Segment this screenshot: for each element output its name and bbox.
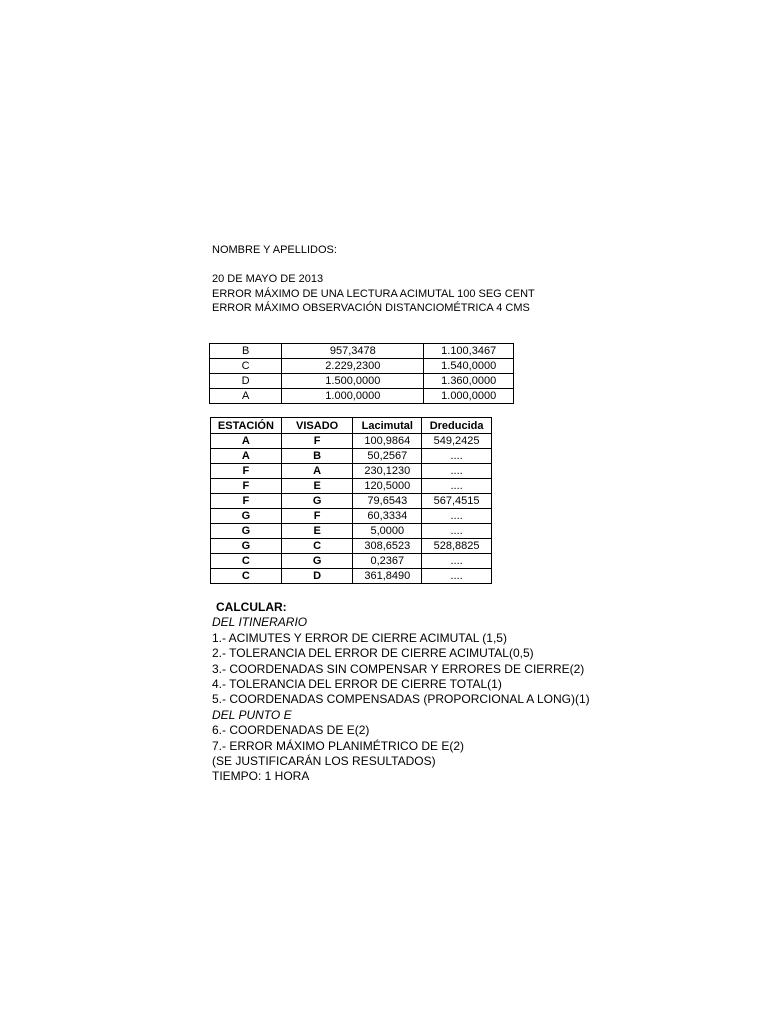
calc-section: [212, 600, 590, 785]
estacion-cell: C: [211, 554, 282, 569]
y-coordinate-cell: 1.000,0000: [424, 389, 514, 404]
dreducida-cell: 549,2425: [422, 434, 492, 449]
table-row: [210, 374, 514, 389]
coordinates-table-body: [210, 344, 514, 404]
calc-item: 7.- ERROR MÁXIMO PLANIMÉTRICO DE E(2): [212, 738, 465, 753]
y-coordinate-cell: 1.360,0000: [424, 374, 514, 389]
y-coordinate-cell: 1.540,0000: [424, 359, 514, 374]
lacimutal-cell: 308,6523: [353, 539, 422, 554]
visado-cell: C: [281, 539, 353, 554]
visado-cell: G: [281, 494, 353, 509]
estacion-cell: C: [211, 569, 282, 584]
lacimutal-cell: 5,0000: [353, 524, 422, 539]
observations-table-body: [211, 434, 492, 584]
estacion-cell: G: [211, 539, 282, 554]
estacion-cell: G: [211, 509, 282, 524]
table-row: [211, 554, 492, 569]
visado-cell: F: [281, 509, 353, 524]
table-row: [211, 569, 492, 584]
estacion-cell: G: [211, 524, 282, 539]
table-row: [211, 539, 492, 554]
observations-table: [210, 417, 492, 584]
estacion-cell: F: [211, 494, 282, 509]
point-cell: B: [210, 344, 282, 359]
header-estacion: ESTACIÓN: [211, 418, 282, 434]
visado-cell: B: [281, 449, 353, 464]
estacion-cell: F: [211, 464, 282, 479]
table-row: [210, 359, 514, 374]
estacion-cell: A: [211, 449, 282, 464]
dreducida-cell: ....: [422, 509, 492, 524]
dreducida-cell: 528,8825: [422, 539, 492, 554]
lacimutal-cell: 79,6543: [353, 494, 422, 509]
calc-item: 5.- COORDENADAS COMPENSADAS (PROPORCIONAL A LONG)(1): [212, 692, 590, 707]
calc-item: 6.- COORDENADAS DE E(2): [212, 723, 370, 738]
point-cell: D: [210, 374, 282, 389]
visado-cell: D: [281, 569, 353, 584]
lacimutal-cell: 120,5000: [353, 479, 422, 494]
header-lacimutal: Lacimutal: [353, 418, 422, 434]
table-row: [211, 434, 492, 449]
estacion-cell: F: [211, 479, 282, 494]
section-punto-e: DEL PUNTO E: [212, 707, 292, 722]
dreducida-cell: ....: [422, 554, 492, 569]
visado-cell: E: [281, 479, 353, 494]
lacimutal-cell: 0,2367: [353, 554, 422, 569]
x-coordinate-cell: 1.500,0000: [282, 374, 424, 389]
dreducida-cell: 567,4515: [422, 494, 492, 509]
lacimutal-cell: 230,1230: [353, 464, 422, 479]
table-row: [211, 509, 492, 524]
name-line: NOMBRE Y APELLIDOS:: [212, 244, 337, 256]
lacimutal-cell: 60,3334: [353, 509, 422, 524]
calc-note: (SE JUSTIFICARÁN LOS RESULTADOS): [212, 754, 436, 769]
table-row: [211, 479, 492, 494]
coordinates-table: [209, 343, 514, 404]
calc-item: 4.- TOLERANCIA DEL ERROR DE CIERRE TOTAL(1): [212, 677, 502, 692]
x-coordinate-cell: 1.000,0000: [282, 389, 424, 404]
calc-title: CALCULAR:: [216, 600, 287, 614]
calc-item: 1.- ACIMUTES Y ERROR DE CIERRE ACIMUTAL (1,5): [212, 630, 507, 645]
lacimutal-cell: 50,2567: [353, 449, 422, 464]
visado-cell: E: [281, 524, 353, 539]
dreducida-cell: ....: [422, 449, 492, 464]
observations-header-row: [211, 418, 492, 434]
point-cell: C: [210, 359, 282, 374]
table-row: [210, 344, 514, 359]
table-row: [211, 524, 492, 539]
calc-item: 3.- COORDENADAS SIN COMPENSAR Y ERRORES DE CIERRE(2): [212, 661, 585, 676]
dreducida-cell: ....: [422, 524, 492, 539]
y-coordinate-cell: 1.100,3467: [424, 344, 514, 359]
visado-cell: G: [281, 554, 353, 569]
table-row: [211, 464, 492, 479]
lacimutal-cell: 361,8490: [353, 569, 422, 584]
estacion-cell: A: [211, 434, 282, 449]
lacimutal-cell: 100,9864: [353, 434, 422, 449]
exam-date: 20 DE MAYO DE 2013: [212, 273, 324, 285]
header-visado: VISADO: [281, 418, 353, 434]
visado-cell: A: [281, 464, 353, 479]
section-itinerario: DEL ITINERARIO: [212, 615, 308, 630]
table-row: [211, 449, 492, 464]
x-coordinate-cell: 957,3478: [282, 344, 424, 359]
dreducida-cell: ....: [422, 479, 492, 494]
dreducida-cell: ....: [422, 569, 492, 584]
table-row: [211, 494, 492, 509]
point-cell: A: [210, 389, 282, 404]
header-dreducida: Dreducida: [422, 418, 492, 434]
x-coordinate-cell: 2.229,2300: [282, 359, 424, 374]
visado-cell: F: [281, 434, 353, 449]
calc-time: TIEMPO: 1 HORA: [212, 769, 310, 784]
dreducida-cell: ....: [422, 464, 492, 479]
error-distance-line: ERROR MÁXIMO OBSERVACIÓN DISTANCIOMÉTRICA 4 CMS: [212, 302, 530, 314]
table-row: [210, 389, 514, 404]
error-azimuthal-line: ERROR MÁXIMO DE UNA LECTURA ACIMUTAL 100 SEG CENT: [212, 288, 535, 300]
calc-item: 2.- TOLERANCIA DEL ERROR DE CIERRE ACIMUTAL(0,5): [212, 646, 534, 661]
